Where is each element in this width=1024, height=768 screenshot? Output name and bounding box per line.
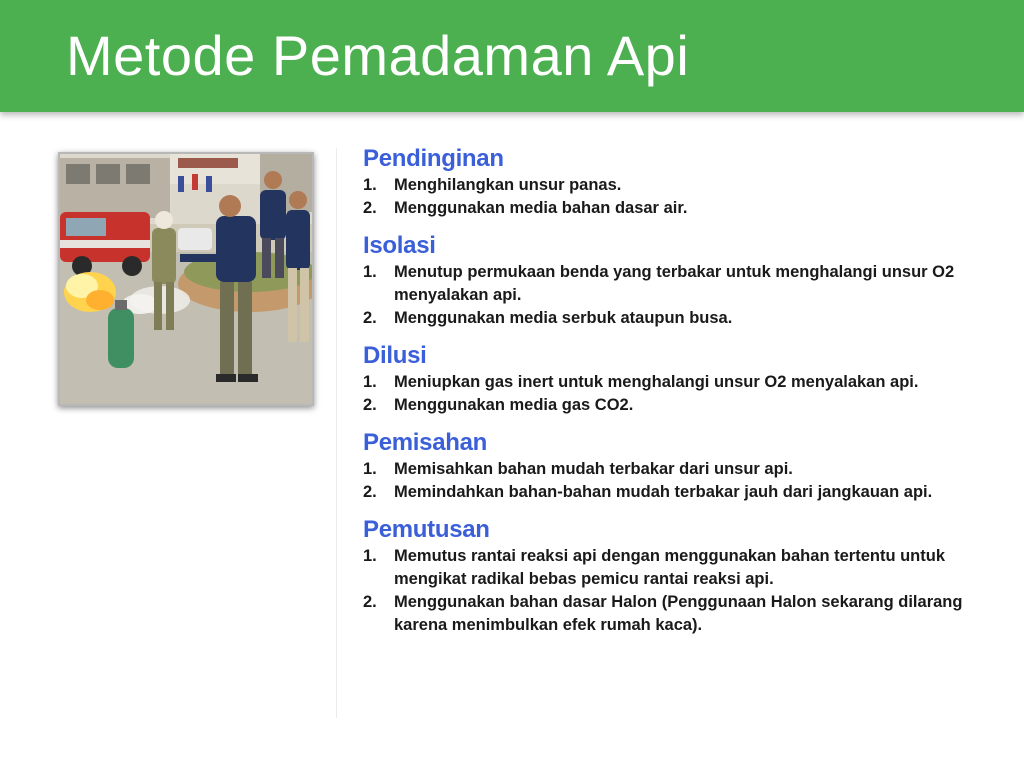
item-number: 2.: [363, 199, 377, 217]
slide-title: Metode Pemadaman Api: [66, 24, 690, 87]
item-text: Memindahkan bahan-bahan mudah terbakar jauh dari jangkauan api.: [394, 483, 933, 501]
list-item: [363, 481, 1003, 504]
fire-extinguisher-training-photo: [58, 152, 314, 406]
list-item: [363, 591, 1003, 637]
item-text: Menggunakan media serbuk ataupun busa.: [394, 309, 733, 327]
item-list: [363, 371, 1003, 417]
section-heading: Dilusi: [363, 342, 427, 369]
item-text: Menggunakan bahan dasar Halon (Penggunaan Halon sekarang dilarang karena menimbulkan efek rumah kaca).: [394, 593, 963, 634]
item-number: 1.: [363, 547, 377, 565]
item-list: [363, 458, 1003, 504]
item-list: [363, 174, 1003, 220]
list-item: [363, 371, 1003, 394]
item-number: 2.: [363, 593, 377, 611]
title-bar: [0, 0, 1024, 112]
item-text: Menutup permukaan benda yang terbakar untuk menghalangi unsur O2 menyalakan api.: [394, 263, 955, 304]
list-item: [363, 174, 1003, 197]
item-number: 1.: [363, 460, 377, 478]
vertical-divider: [336, 148, 337, 718]
section-pemutusan: [363, 515, 1003, 637]
section-dilusi: [363, 341, 1003, 417]
section-isolasi: [363, 231, 1003, 330]
list-item: [363, 197, 1003, 220]
item-number: 1.: [363, 176, 377, 194]
section-pemisahan: [363, 428, 1003, 504]
list-item: [363, 261, 1003, 307]
item-list: [363, 261, 1003, 330]
item-text: Memisahkan bahan mudah terbakar dari unsur api.: [394, 460, 793, 478]
section-heading: Pemisahan: [363, 429, 488, 456]
item-text: Menggunakan media bahan dasar air.: [394, 199, 688, 217]
methods-list: [363, 144, 1003, 648]
item-list: [363, 545, 1003, 637]
section-heading: Pendinginan: [363, 145, 504, 172]
list-item: [363, 394, 1003, 417]
section-heading: Isolasi: [363, 232, 436, 259]
section-pendinginan: [363, 144, 1003, 220]
item-text: Meniupkan gas inert untuk menghalangi unsur O2 menyalakan api.: [394, 373, 919, 391]
section-heading: Pemutusan: [363, 516, 490, 543]
item-number: 1.: [363, 373, 377, 391]
item-number: 2.: [363, 309, 377, 327]
item-number: 2.: [363, 396, 377, 414]
item-text: Memutus rantai reaksi api dengan menggunakan bahan tertentu untuk mengikat radikal bebas pemicu rantai reaksi api.: [394, 547, 946, 588]
item-text: Menggunakan media gas CO2.: [394, 396, 634, 414]
item-number: 1.: [363, 263, 377, 281]
list-item: [363, 307, 1003, 330]
item-number: 2.: [363, 483, 377, 501]
list-item: [363, 458, 1003, 481]
item-text: Menghilangkan unsur panas.: [394, 176, 622, 194]
list-item: [363, 545, 1003, 591]
